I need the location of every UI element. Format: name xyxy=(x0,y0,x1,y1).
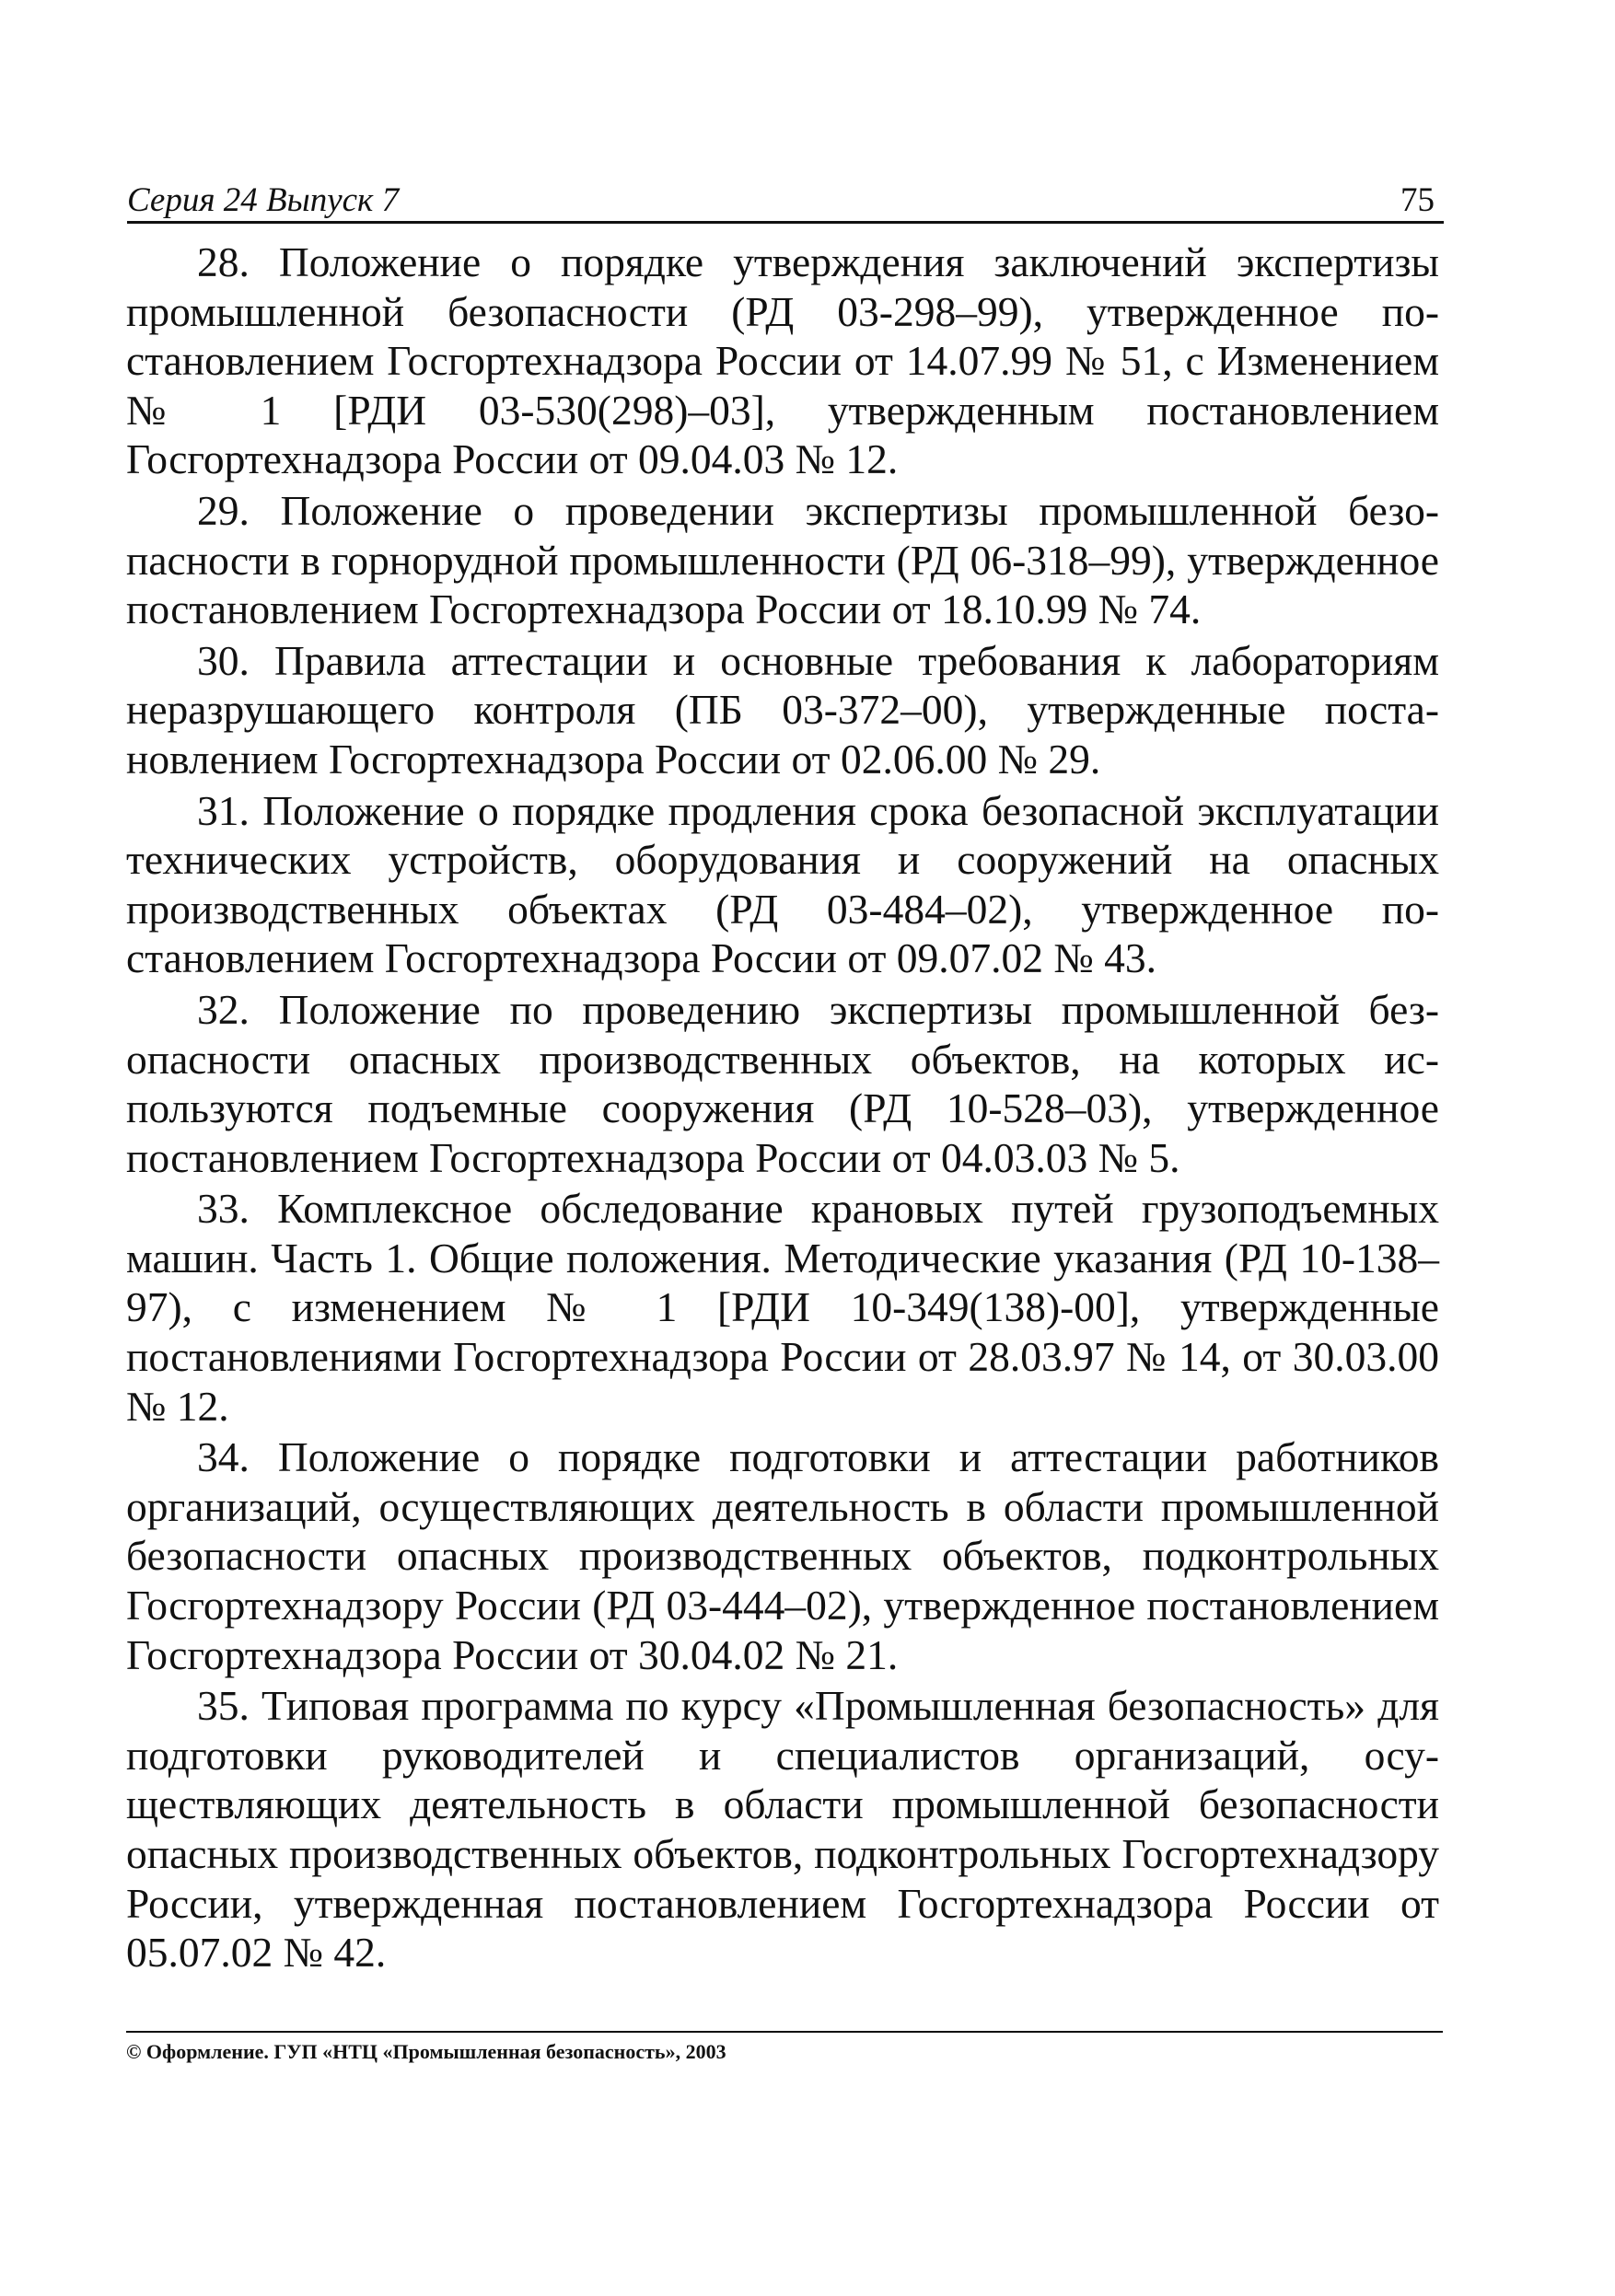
list-item-31: 31. Положение о порядке продления срока безопасной эксплуатации технических устройств, оборудования и сооружений на опасных производственных объектах (РД 03-484–02), утвержденное постановлением Госгортехнадзора России от 09.07.02 № 43. xyxy=(126,786,1439,982)
list-item-29: 29. Положение о проведении экспертизы промышленной безопасности в горнорудной промышленности (РД 06-318–99), утвержденное постановлением Госгортехнадзора России от 18.10.99 № 74. xyxy=(126,486,1439,633)
copyright-notice: © Оформление. ГУП «НТЦ «Промышленная безопасность», 2003 xyxy=(126,2040,726,2063)
list-item-28: 28. Положение о порядке утверждения заключений экспертизы промышленной безопасности (РД 03-298–99), утвержденное постановлением Госгортехнадзора России от 14.07.99 № 51, с Изменением № 1 [РДИ 03-530(298)–03], утвержденным постановлением Госгортехнадзора России от 09.04.03 № 12. xyxy=(126,238,1439,483)
list-item-32: 32. Положение по проведению экспертизы промышленной безопасности опасных производственных объектов, на которых используются подъемные сооружения (РД 10-528–03), утвержденное постановлением Госгортехнадзора России от 04.03.03 № 5. xyxy=(126,985,1439,1181)
footer-rule xyxy=(126,2031,1443,2033)
list-item-33: 33. Комплексное обследование крановых путей грузоподъемных машин. Часть 1. Общие положения. Методические указания (РД 10-138–97), с изменением № 1 [РДИ 10-349(138)-00], утвержденные постановлениями Госгортехнадзора России от 28.03.97 № 14, от 30.03.00 № 12. xyxy=(126,1185,1439,1430)
list-item-34: 34. Положение о порядке подготовки и аттестации работников организаций, осуществляющих деятельность в области промышленной безопасности опасных производственных объектов, подконтрольных Госгортехнадзору России (РД 03-444–02), утвержденное постановлением Госгортехнадзора России от 30.04.02 № 21. xyxy=(126,1433,1439,1678)
page-number: 75 xyxy=(1400,181,1435,219)
page-body xyxy=(126,238,1439,1977)
page-header xyxy=(127,173,1444,224)
list-item-35: 35. Типовая программа по курсу «Промышленная безопасность» для подготовки руководителей и специалистов организаций, осуществляющих деятельность в области промышленной безопасности опасных производственных объектов, подконтрольных Госгортехнадзору России, утвержденная постановлением Госгортехнадзора России от 05.07.02 № 42. xyxy=(126,1682,1439,1977)
series-label: Серия 24 Выпуск 7 xyxy=(127,181,400,219)
list-item-30: 30. Правила аттестации и основные требования к лабораториям неразрушающего контроля (ПБ 03-372–00), утвержденные постановлением Госгортехнадзора России от 02.06.00 № 29. xyxy=(126,636,1439,783)
